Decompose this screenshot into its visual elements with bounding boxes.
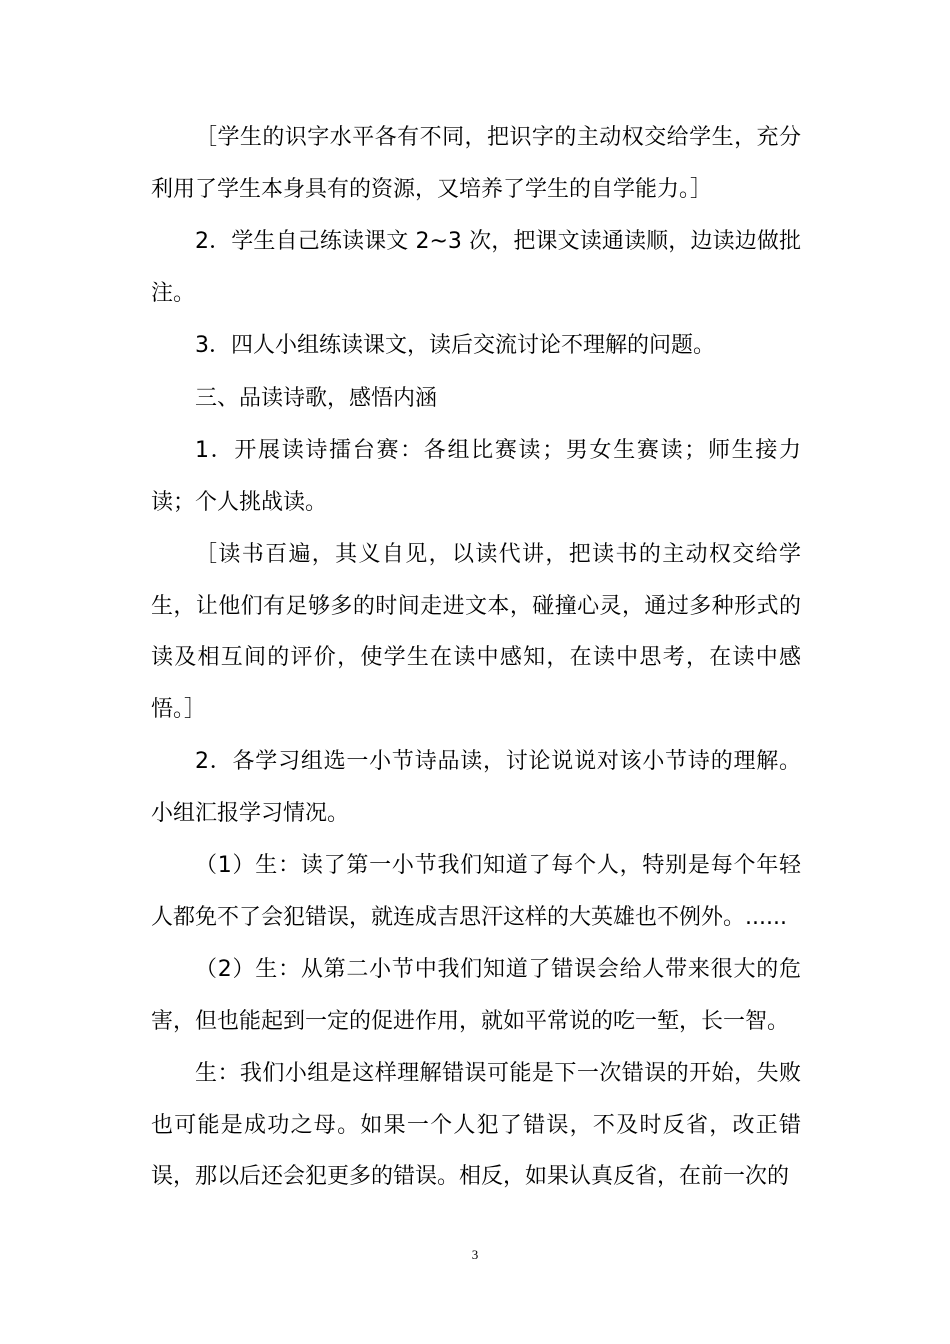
- paragraph-step-1-reading-contest: 1．开展读诗擂台赛：各组比赛读；男女生赛读；师生接力读；个人挑战读。: [151, 438, 801, 515]
- paragraph-step-2-self-reading: 2．学生自己练读课文 2~3 次，把课文读通读顺，边读边做批注。: [151, 229, 801, 306]
- page-number: 3: [471, 1247, 479, 1262]
- paragraph-annotation-literacy: ［学生的识字水平各有不同，把识字的主动权交给学生，充分利用了学生本身具有的资源，又培养了学生的自学能力。］: [151, 125, 801, 202]
- section-heading-poem-reading: 三、品读诗歌，感悟内涵: [195, 385, 438, 411]
- document-body: [151, 112, 801, 1204]
- paragraph-student-answer-3: 生：我们小组是这样理解错误可能是下一次错误的开始，失败也可能是成功之母。如果一个人犯了错误，不及时反省，改正错误，那以后还会犯更多的错误。相反，如果认真反省，在前一次的: [151, 1061, 801, 1189]
- paragraph-annotation-reading: ［读书百遍，其义自见，以读代讲，把读书的主动权交给学生，让他们有足够多的时间走进文本，碰撞心灵，通过多种形式的读及相互间的评价，使学生在读中感知，在读中思考，在读中感悟。］: [151, 542, 801, 722]
- paragraph-step-2-group-discussion: 2．各学习组选一小节诗品读，讨论说说对该小节诗的理解。小组汇报学习情况。: [151, 749, 801, 826]
- paragraph-student-answer-2: （2）生：从第二小节中我们知道了错误会给人带来很大的危害，但也能起到一定的促进作用，就如平常说的吃一堑，长一智。: [151, 957, 801, 1034]
- paragraph-student-answer-1: （1）生：读了第一小节我们知道了每个人，特别是每个年轻人都免不了会犯错误，就连成吉思汗这样的大英雄也不例外。......: [151, 853, 801, 930]
- paragraph-step-3-group-reading: 3．四人小组练读课文，读后交流讨论不理解的问题。: [195, 333, 715, 358]
